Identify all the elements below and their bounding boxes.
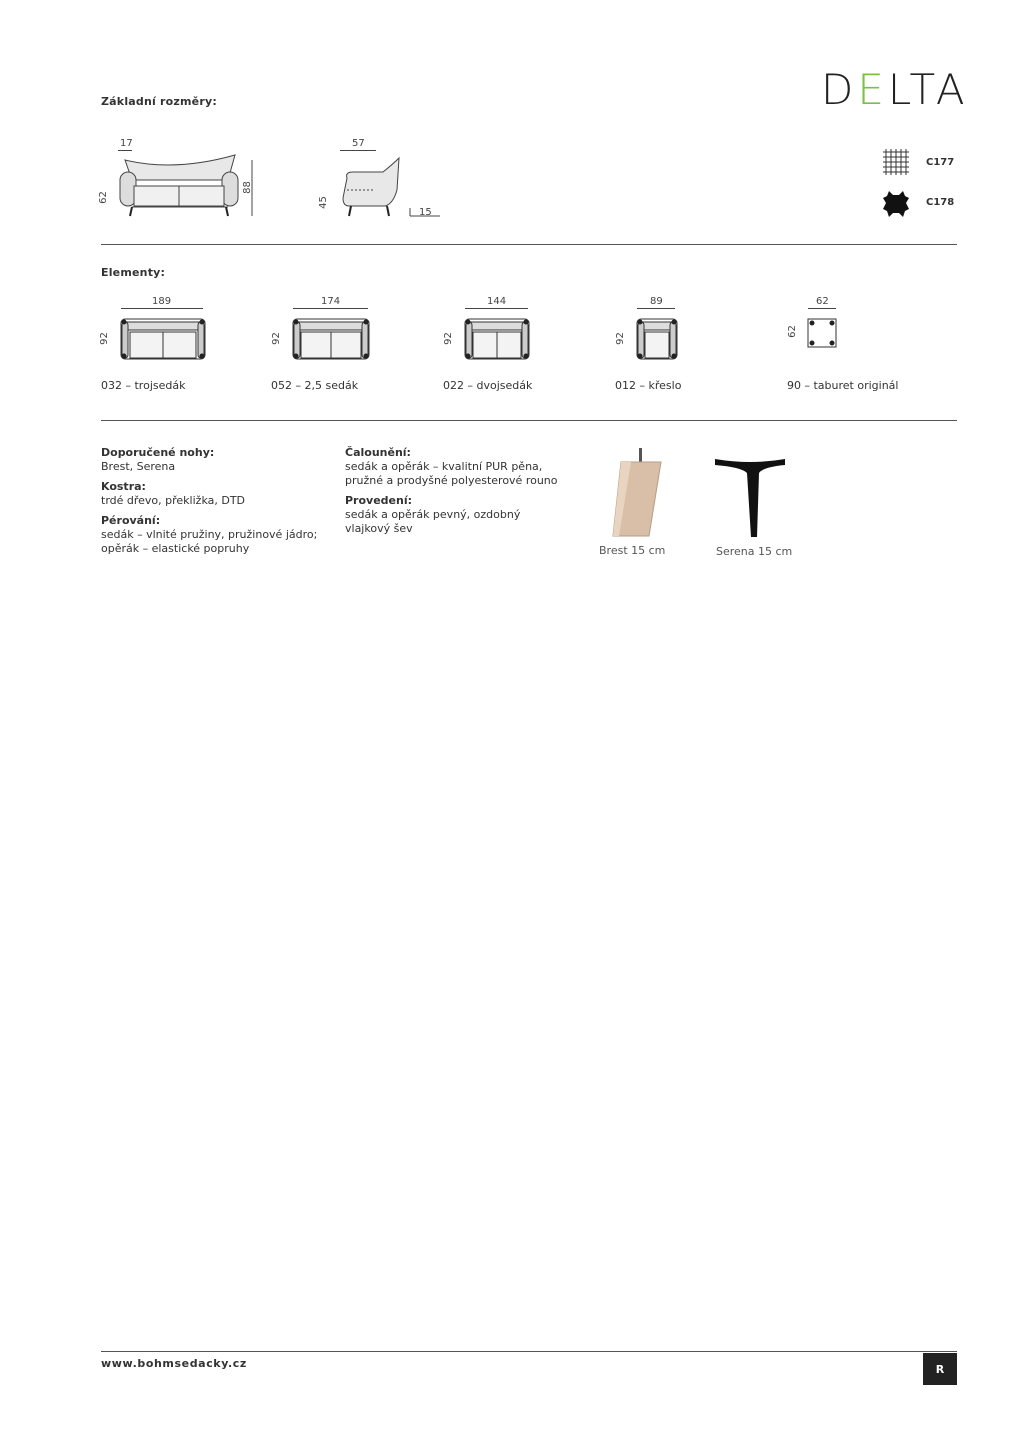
front-top-dimension-line (118, 150, 132, 151)
material-code-leather: C178 (926, 197, 955, 208)
two-seater-icon (464, 318, 530, 360)
side-top-dimension-line (340, 150, 376, 151)
leather-icon (881, 190, 911, 218)
specs-column-right (345, 446, 585, 536)
footer-url[interactable]: www.bohmsedacky.cz (101, 1357, 247, 1370)
frame-text: trdé dřevo, překližka, DTD (101, 494, 246, 507)
element-label: 012 – křeslo (615, 379, 682, 392)
upholstery-text: pružné a prodyšné polyesterové rouno (345, 474, 558, 487)
upholstery-title: Čalounění: (345, 446, 411, 459)
finish-title: Provedení: (345, 494, 413, 507)
element-width-line (121, 308, 203, 309)
side-bottom-dimension: 15 (419, 207, 432, 218)
front-top-dimension: 17 (120, 138, 133, 149)
element-width: 174 (321, 296, 341, 307)
element-depth: 92 (442, 332, 454, 345)
legs-title: Doporučené nohy: (101, 446, 215, 459)
element-width-line (808, 308, 836, 309)
basic-dimensions-heading: Základní rozměry: (101, 95, 217, 108)
element-label: 022 – dvojsedák (443, 379, 533, 392)
element-width: 62 (816, 296, 829, 307)
specs-column-left (101, 446, 331, 556)
element-width: 189 (152, 296, 172, 307)
springs-text: opěrák – elastické popruhy (101, 542, 250, 555)
wooden-leg-icon (605, 446, 665, 541)
element-width-line (637, 308, 675, 309)
fabric-icon (881, 148, 911, 176)
sofa-front-view-icon (110, 150, 260, 222)
leg-caption: Serena 15 cm (716, 545, 793, 558)
divider (101, 420, 957, 421)
front-left-dimension: 62 (97, 191, 109, 204)
element-width-line (293, 308, 368, 309)
element-label: 032 – trojsedák (101, 379, 186, 392)
element-depth: 62 (786, 325, 798, 338)
element-label: 90 – taburet originál (787, 379, 899, 392)
springs-text: sedák – vlnité pružiny, pružinové jádro; (101, 528, 318, 541)
leg-caption: Brest 15 cm (599, 544, 666, 557)
material-code-fabric: C177 (926, 157, 955, 168)
divider (101, 244, 957, 245)
upholstery-text: sedák a opěrák – kvalitní PUR pěna, (345, 460, 543, 473)
element-label: 052 – 2,5 sedák (271, 379, 359, 392)
footer-badge: R (923, 1353, 957, 1385)
side-top-dimension: 57 (352, 138, 365, 149)
element-depth: 92 (98, 332, 110, 345)
element-width-line (465, 308, 528, 309)
elements-heading: Elementy: (101, 266, 166, 279)
frame-title: Kostra: (101, 480, 146, 493)
element-width: 89 (650, 296, 663, 307)
springs-title: Pérování: (101, 514, 161, 527)
armchair-icon (636, 318, 678, 360)
brand-logo: DELTA (821, 65, 969, 114)
element-depth: 92 (270, 332, 282, 345)
finish-text: sedák a opěrák pevný, ozdobný (345, 508, 521, 521)
legs-text: Brest, Serena (101, 460, 176, 473)
front-right-dimension: 88 (241, 181, 253, 194)
two-and-half-seater-icon (292, 318, 370, 360)
footer-divider (101, 1351, 957, 1352)
metal-leg-icon (713, 455, 791, 541)
finish-text: vlajkový šev (345, 522, 413, 535)
element-depth: 92 (614, 332, 626, 345)
element-width: 144 (487, 296, 507, 307)
side-left-dimension: 45 (317, 196, 329, 209)
three-seater-icon (120, 318, 206, 360)
footstool-icon (807, 318, 837, 348)
